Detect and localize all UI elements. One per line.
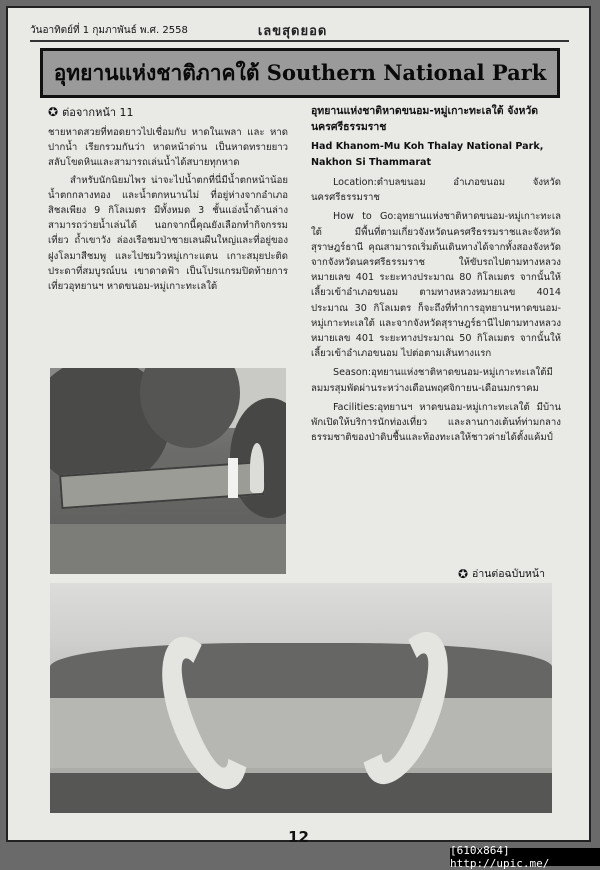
flag-icon [228,458,238,498]
right-column [311,103,561,445]
issue-date: วันอาทิตย์ที่ 1 กุมภาพันธ์ พ.ศ. 2558 [30,24,188,36]
article-title: อุทยานแห่งชาติภาคใต้ Southern National Park [53,59,547,85]
left-column [48,103,288,294]
image-host-watermark: [610x864] http://upic.me/ [450,848,600,866]
star-icon: ✪ [48,105,59,119]
star-icon: ✪ [457,566,469,581]
page-header [30,20,580,40]
continued-text: ต่อจากหน้า 11 [62,106,134,119]
read-more-text: อ่านต่อฉบับหน้า [472,568,545,580]
photo-mountain [50,643,552,703]
continued-label [48,103,288,121]
photo-shore [50,773,552,813]
emblem-icon [250,443,264,493]
magazine-brand: เลขสุดยอด [257,23,328,39]
park-title-english: Had Khanom-Mu Koh Thalay National Park, Nakhon Si Thammarat [311,141,544,168]
season-paragraph: Season:อุทยานแห่งชาติหาดขนอม-หมู่เกาะทะเลใต้มีลมมรสุมพัดผ่านระหว่างเดือนพฤศจิกายน-เดือนมกราคม [311,367,553,394]
read-more-label [458,565,545,582]
facilities-paragraph: Facilities:อุทยานฯ หาดขนอม-หมู่เกาะทะเลใต้ มีบ้านพักเปิดให้บริการนักท่องเที่ยว และลานกางเต้นท์ท่ามกลางธรรมชาติของป่าดิบชื้นและท้องทะเลให้ชาวค่ายได้ตั้งแค้มป์ [311,401,561,444]
left-paragraph-2: สำหรับนักนิยมไพร น่าจะไปน้ำตกที่นี่มีน้ำตกหน้าน้อย น้ำตกกลางทอง และน้ำตกหนานไม่ ที่อยู่ห่างจากอำเภอสิชลเพียง 9 กิโลเมตร มีทั้งหมด 3 ชั้นแอ่งน้ำด้านล่างสามารถว่ายน้ำเล่นได้ นอกจากนี้คุณยังเลือกทำกิจกรรมเที่ยว ถ้ำเขาวัง ล่องเรือชมป่าชายเลนผืนใหญ่และที่อยู่ของฝูงโลมาสีชมพู และไปชมวิวหมู่เกาะแตน เกาะสมุยปะติดประดาที่สมบูรณ์บน เขาดาดฟ้า เป็นโปรแกรมปิดท้ายการเที่ยวอุทยานฯ หาดขนอม-หมู่เกาะทะเลใต้ [48,174,288,293]
park-title-thai: อุทยานแห่งชาติหาดขนอม-หมู่เกาะทะเลใต้ จังหวัดนครศรีธรรมราช [311,105,539,133]
magazine-page [6,6,591,846]
header-divider [30,40,569,42]
location-paragraph: Location:ตำบลขนอม อำเภอขนอม จังหวัดนครศรีธรรมราช [311,177,561,204]
page-number: 12 [288,828,309,846]
left-paragraph-1: ชายหาดสวยที่ทอดยาวไปเชื่อมกับ หาดในเพลา และ หาดปากน้ำ เรียกรวมกันว่า หาดหน้าด่าน เป็นหาดทรายยาวสลับโขดหินและสามารถเล่นน้ำได้สบายทุกหาด [48,127,288,169]
article-title-banner [40,48,560,98]
dolphin-statue-photo [50,583,552,813]
photo-ground [50,524,286,574]
park-sign-photo [50,368,286,574]
how-to-go-paragraph: How to Go:อุทยานแห่งชาติหาดขนอม-หมู่เกาะทะเลใต้ มีพื้นที่ตามเกี่ยวจังหวัดนครศรีธรรมราชและจังหวัดสุราษฎร์ธานี คุณสามารถเริ่มต้นเดินทางได้จากทั้งสองจังหวัด จากจังหวัดนครศรีธรรมราช ให้ขับรถไปตามทางหลวงหมายเลข 401 ระยะทางประมาณ 80 กิโลเมตร จากนั้นให้เลี้ยวเข้าอำเภอขนอม ตามทางหลวงหมายเลข 4014 ประมาณ 30 กิโลเมตร ก็จะถึงที่ทำการอุทยานฯหาดขนอม-หมู่เกาะทะเลใต้ และจากจังหวัดสุราษฎร์ธานีไปตามทางหลวงหมายเลข 401 ระยะทางประมาณ 50 กิโลเมตร จากนั้นให้เลี้ยวเข้าอำเภอขนอม ไปต่อตามเส้นทางแรก [311,211,561,360]
photo-sea [50,698,552,768]
